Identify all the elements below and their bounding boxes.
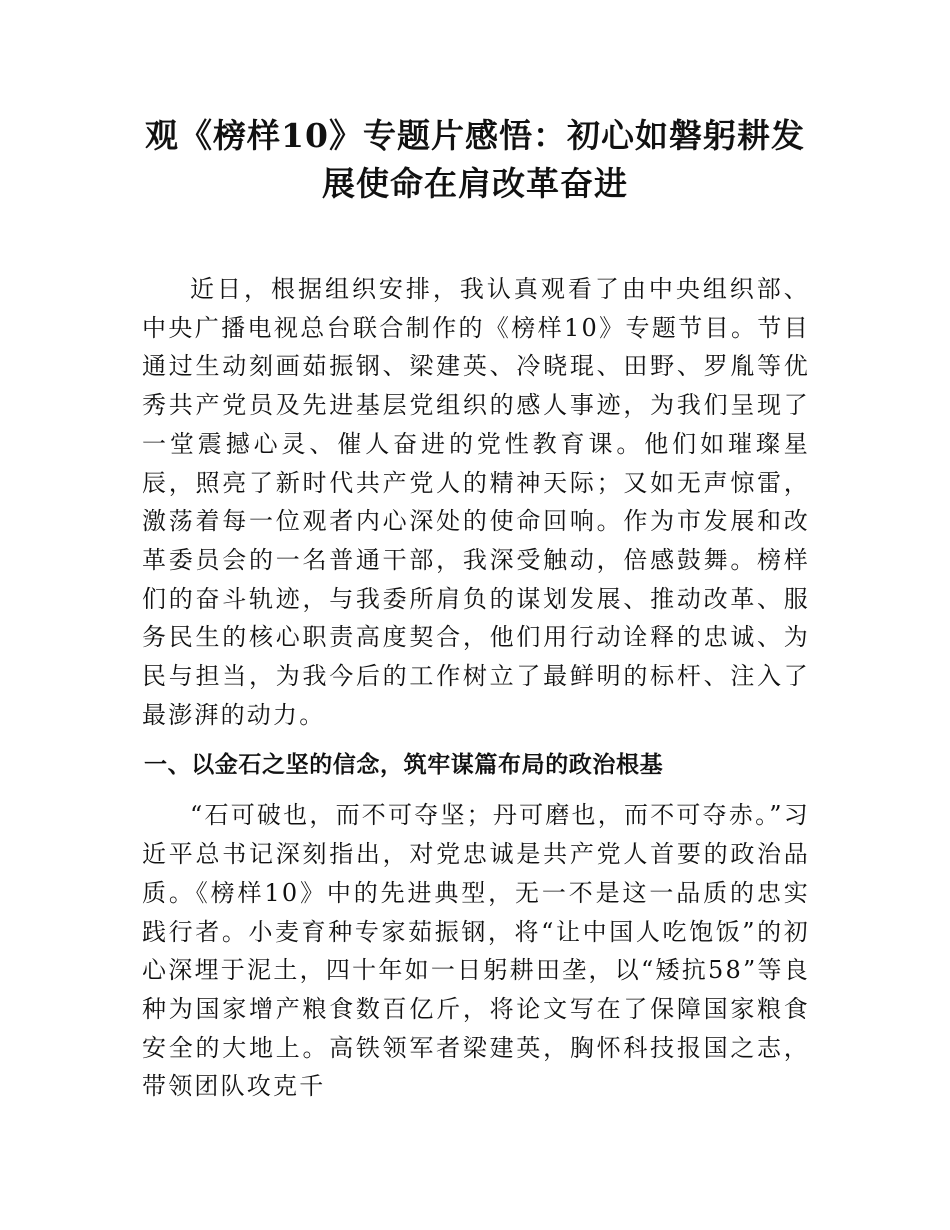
document-title [120, 112, 830, 208]
section-paragraph: “石可破也，而不可夺坚；丹可磨也，而不可夺赤。”习近平总书记深刻指出，对党忠诚是共产党人首要的政治品质。《榜样10》中的先进典型，无一不是这一品质的忠实践行者。小麦育种专家茹振钢，将“让中国人吃饱饭”的初心深埋于泥土，四十年如一日躬耕田垄，以“矮抗58”等良种为国家增产粮食数百亿斤，将论文写在了保障国家粮食安全的大地上。高铁领军者梁建英，胸怀科技报国之志，带领团队攻克千 [142, 801, 810, 1101]
intro-paragraph: 近日，根据组织安排，我认真观看了由中央组织部、中央广播电视总台联合制作的《榜样10》专题节目。节目通过生动刻画茹振钢、梁建英、冷晓琨、田野、罗胤等优秀共产党员及先进基层党组织的感人事迹，为我们呈现了一堂震撼心灵、催人奋进的党性教育课。他们如璀璨星辰，照亮了新时代共产党人的精神天际；又如无声惊雷，激荡着每一位观者内心深处的使命回响。作为市发展和改革委员会的一名普通干部，我深受触动，倍感鼓舞。榜样们的奋斗轨迹，与我委所肩负的谋划发展、推动改革、服务民生的核心职责高度契合，他们用行动诠释的忠诚、为民与担当，为我今后的工作树立了最鲜明的标杆、注入了最澎湃的动力。 [142, 275, 810, 729]
section-heading: 一、以金石之坚的信念，筑牢谋篇布局的政治根基 [144, 752, 664, 779]
document-body [142, 270, 810, 1106]
title-line-1: 观《榜样10》专题片感悟：初心如磐躬耕发 [145, 116, 805, 155]
title-line-2: 展使命在肩改革奋进 [322, 164, 628, 203]
